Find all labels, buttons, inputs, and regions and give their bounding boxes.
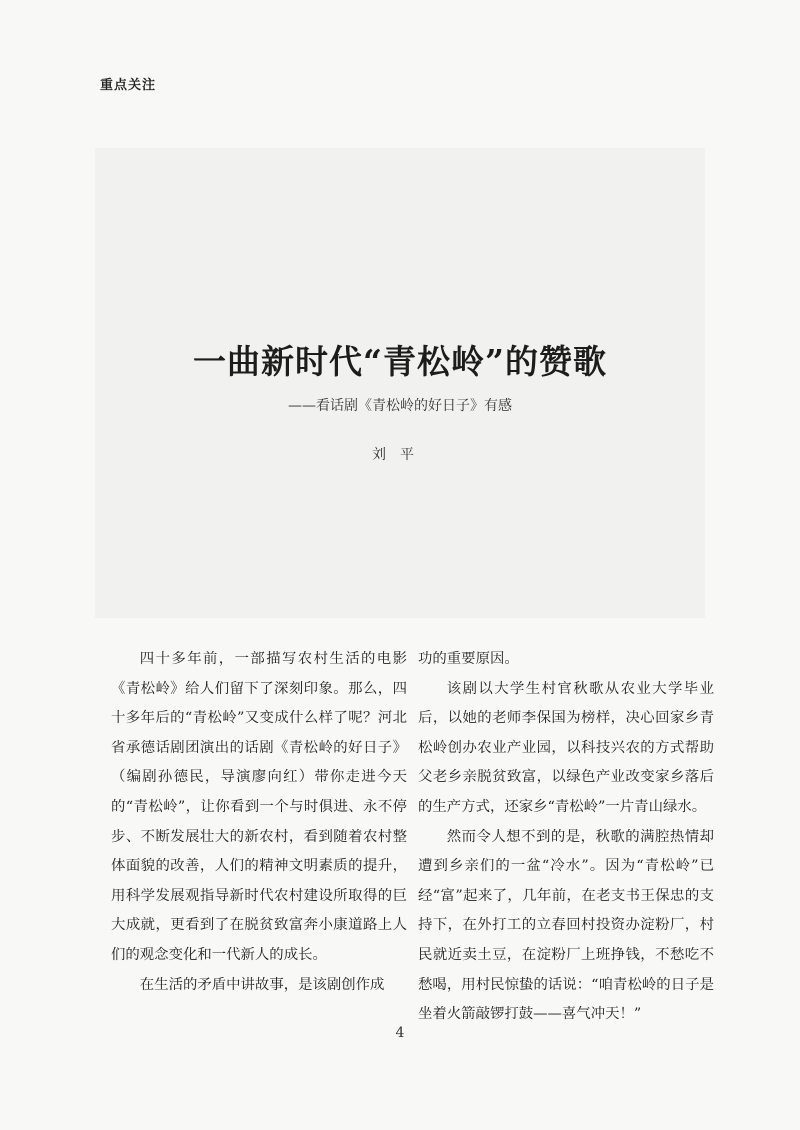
paragraph-continuation: 功的重要原因。 bbox=[418, 651, 519, 667]
page-shading bbox=[95, 148, 705, 618]
article-author: 刘平 bbox=[372, 447, 428, 463]
article-subtitle: ——看话剧《青松岭的好日子》有感 bbox=[288, 398, 512, 414]
right-column bbox=[418, 645, 714, 1030]
paragraph: 该剧以大学生村官秋歌从农业大学毕业后，以她的老师李保国为榜样，决心回家乡青松岭创办农业产业园，以科技兴农的方式帮助父老乡亲脱贫致富，以绿色产业改变家乡落后的生产方式，还家乡“青松岭”一片青山绿水。 bbox=[418, 680, 714, 815]
paragraph: 在生活的矛盾中讲故事，是该剧创作成 bbox=[139, 976, 385, 993]
page-number: 4 bbox=[395, 1025, 405, 1041]
left-column bbox=[111, 645, 407, 1000]
article-title: 一曲新时代“青松岭”的赞歌 bbox=[193, 342, 607, 381]
paragraph: 四十多年前，一部描写农村生活的电影《青松岭》给人们留下了深刻印象。那么，四十多年后的“青松岭”又变成什么样了呢？河北省承德话剧团演出的话剧《青松岭的好日子》（编剧孙德民，导演廖向红）带你走进今天的“青松岭”，让你看到一个与时俱进、永不停步、不断发展壮大的新农村，看到随着农村整体面貌的改善，人们的精神文明素质的提升，用科学发展观指导新时代农村建设所取得的巨大成就，更看到了在脱贫致富奔小康道路上人们的观念变化和一代新人的成长。 bbox=[111, 651, 407, 963]
section-label: 重点关注 bbox=[100, 78, 157, 93]
paragraph: 然而令人想不到的是，秋歌的满腔热情却遭到乡亲们的一盆“冷水”。因为“青松岭”已经“富”起来了，几年前，在老支书王保忠的支持下，在外打工的立春回村投资办淀粉厂，村民就近卖土豆，在淀粉厂上班挣钱，不愁吃不愁喝，用村民惊蛰的话说：“咱青松岭的日子是坐着火箭敲锣打鼓——喜气冲天！” bbox=[418, 828, 714, 1023]
